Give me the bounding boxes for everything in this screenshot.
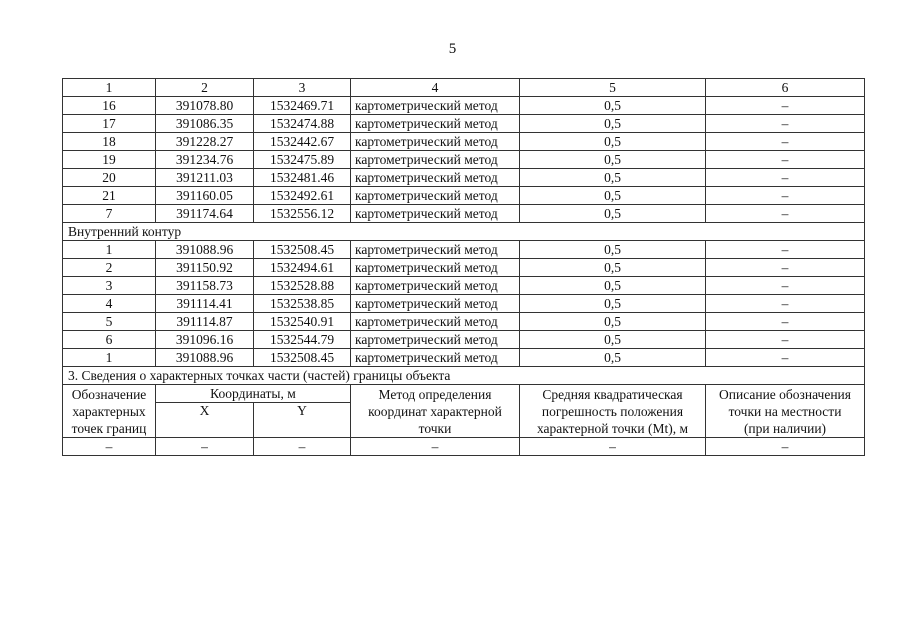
point-number-cell: 5 (63, 313, 156, 331)
y-coordinate-cell: 1532508.45 (254, 349, 351, 367)
x-coordinate-cell: 391096.16 (156, 331, 254, 349)
header-line: Средняя квадратическая (542, 386, 683, 402)
inner-contour-row (63, 223, 865, 241)
x-coordinate-cell: 391234.76 (156, 151, 254, 169)
method-cell: картометрический метод (351, 331, 520, 349)
method-cell: картометрический метод (351, 313, 520, 331)
method-cell: картометрический метод (351, 115, 520, 133)
description-cell: – (706, 349, 865, 367)
x-coordinate-cell: 391158.73 (156, 277, 254, 295)
error-cell: – (520, 438, 706, 456)
description-cell: – (706, 187, 865, 205)
point-number-cell: 20 (63, 169, 156, 187)
table-row (63, 349, 865, 367)
method-cell: картометрический метод (351, 97, 520, 115)
table-row (63, 313, 865, 331)
header-line: характерной точки (Mt), м (536, 420, 688, 436)
method-cell: картометрический метод (351, 187, 520, 205)
x-coordinate-cell: 391150.92 (156, 259, 254, 277)
column-number-cell: 5 (520, 79, 706, 97)
header-line: (при наличии) (743, 420, 827, 436)
y-coordinate-cell: 1532556.12 (254, 205, 351, 223)
point-number-cell: 16 (63, 97, 156, 115)
y-coordinate-cell: 1532494.61 (254, 259, 351, 277)
y-coordinate-cell: 1532442.67 (254, 133, 351, 151)
description-cell: – (706, 259, 865, 277)
method-cell: картометрический метод (351, 349, 520, 367)
y-coordinate-cell: 1532469.71 (254, 97, 351, 115)
x-coordinate-cell: 391160.05 (156, 187, 254, 205)
column-number-cell: 4 (351, 79, 520, 97)
x-coordinate-cell: 391114.87 (156, 313, 254, 331)
error-cell: 0,5 (520, 205, 706, 223)
error-cell: 0,5 (520, 313, 706, 331)
description-header (706, 385, 865, 438)
error-cell: 0,5 (520, 295, 706, 313)
method-cell: картометрический метод (351, 241, 520, 259)
x-coordinate-cell: 391211.03 (156, 169, 254, 187)
header-line: погрешность положения (541, 403, 684, 419)
description-cell: – (706, 295, 865, 313)
x-coordinate-cell: 391114.41 (156, 295, 254, 313)
header-line: координат характерной (368, 403, 502, 419)
table-row (63, 277, 865, 295)
y-coordinate-cell: 1532481.46 (254, 169, 351, 187)
method-cell: картометрический метод (351, 259, 520, 277)
x-coordinate-cell: – (156, 438, 254, 456)
point-number-cell: 1 (63, 241, 156, 259)
header-line: Обозначение (71, 386, 147, 402)
section3-title: 3. Сведения о характерных точках части (частей) границы объекта (63, 367, 865, 385)
method-cell: картометрический метод (351, 133, 520, 151)
point-number-cell: 6 (63, 331, 156, 349)
y-coordinate-cell: – (254, 438, 351, 456)
description-cell: – (706, 97, 865, 115)
header-line: Описание обозначения (719, 386, 851, 402)
y-coordinate-cell: 1532544.79 (254, 331, 351, 349)
header-line: точки на местности (728, 403, 842, 419)
y-coordinate-cell: 1532540.91 (254, 313, 351, 331)
table-row (63, 241, 865, 259)
error-cell: 0,5 (520, 169, 706, 187)
error-cell: 0,5 (520, 97, 706, 115)
point-number-cell: 18 (63, 133, 156, 151)
column-number-cell: 6 (706, 79, 865, 97)
header-line: точки (418, 420, 452, 436)
table-row (63, 151, 865, 169)
x-header: X (156, 403, 254, 438)
point-number-cell: 21 (63, 187, 156, 205)
error-cell: 0,5 (520, 133, 706, 151)
header-line: точек границ (71, 420, 147, 436)
column-number-cell: 3 (254, 79, 351, 97)
table-row (63, 187, 865, 205)
y-coordinate-cell: 1532492.61 (254, 187, 351, 205)
method-cell: картометрический метод (351, 151, 520, 169)
table-row (63, 331, 865, 349)
error-cell: 0,5 (520, 187, 706, 205)
description-cell: – (706, 313, 865, 331)
description-cell: – (706, 151, 865, 169)
point-number-cell: 7 (63, 205, 156, 223)
x-coordinate-cell: 391086.35 (156, 115, 254, 133)
section3-header-row (63, 385, 865, 403)
point-number-cell: 17 (63, 115, 156, 133)
point-number-cell: 1 (63, 349, 156, 367)
error-cell: 0,5 (520, 151, 706, 169)
error-cell: 0,5 (520, 349, 706, 367)
x-coordinate-cell: 391174.64 (156, 205, 254, 223)
point-label-header (63, 385, 156, 438)
description-cell: – (706, 438, 865, 456)
coordinates-header: Координаты, м (156, 385, 351, 403)
column-number-cell: 1 (63, 79, 156, 97)
method-cell: картометрический метод (351, 205, 520, 223)
x-coordinate-cell: 391088.96 (156, 241, 254, 259)
table-row (63, 295, 865, 313)
method-cell: картометрический метод (351, 169, 520, 187)
table-row (63, 205, 865, 223)
header-line: характерных (72, 403, 146, 419)
method-cell: картометрический метод (351, 295, 520, 313)
description-cell: – (706, 205, 865, 223)
point-number-cell: 3 (63, 277, 156, 295)
y-coordinate-cell: 1532538.85 (254, 295, 351, 313)
description-cell: – (706, 169, 865, 187)
table-row (63, 259, 865, 277)
header-line: Метод определения (378, 386, 492, 402)
section3-title-row (63, 367, 865, 385)
description-cell: – (706, 115, 865, 133)
boundary-points-table (62, 78, 865, 456)
y-coordinate-cell: 1532475.89 (254, 151, 351, 169)
method-cell: картометрический метод (351, 277, 520, 295)
table-row (63, 97, 865, 115)
column-number-cell: 2 (156, 79, 254, 97)
method-cell: – (351, 438, 520, 456)
column-number-row (63, 79, 865, 97)
y-coordinate-cell: 1532528.88 (254, 277, 351, 295)
page-number: 5 (448, 41, 457, 57)
table-row (63, 133, 865, 151)
point-number-cell: – (63, 438, 156, 456)
error-header (520, 385, 706, 438)
description-cell: – (706, 133, 865, 151)
inner-contour-title: Внутренний контур (63, 223, 865, 241)
error-cell: 0,5 (520, 115, 706, 133)
description-cell: – (706, 331, 865, 349)
y-coordinate-cell: 1532508.45 (254, 241, 351, 259)
description-cell: – (706, 241, 865, 259)
section3-empty-row (63, 438, 865, 456)
table-row (63, 115, 865, 133)
error-cell: 0,5 (520, 331, 706, 349)
point-number-cell: 4 (63, 295, 156, 313)
description-cell: – (706, 277, 865, 295)
x-coordinate-cell: 391228.27 (156, 133, 254, 151)
point-number-cell: 19 (63, 151, 156, 169)
error-cell: 0,5 (520, 277, 706, 295)
point-number-cell: 2 (63, 259, 156, 277)
method-header (351, 385, 520, 438)
error-cell: 0,5 (520, 241, 706, 259)
x-coordinate-cell: 391078.80 (156, 97, 254, 115)
table-row (63, 169, 865, 187)
y-header: Y (254, 403, 351, 438)
x-coordinate-cell: 391088.96 (156, 349, 254, 367)
error-cell: 0,5 (520, 259, 706, 277)
y-coordinate-cell: 1532474.88 (254, 115, 351, 133)
